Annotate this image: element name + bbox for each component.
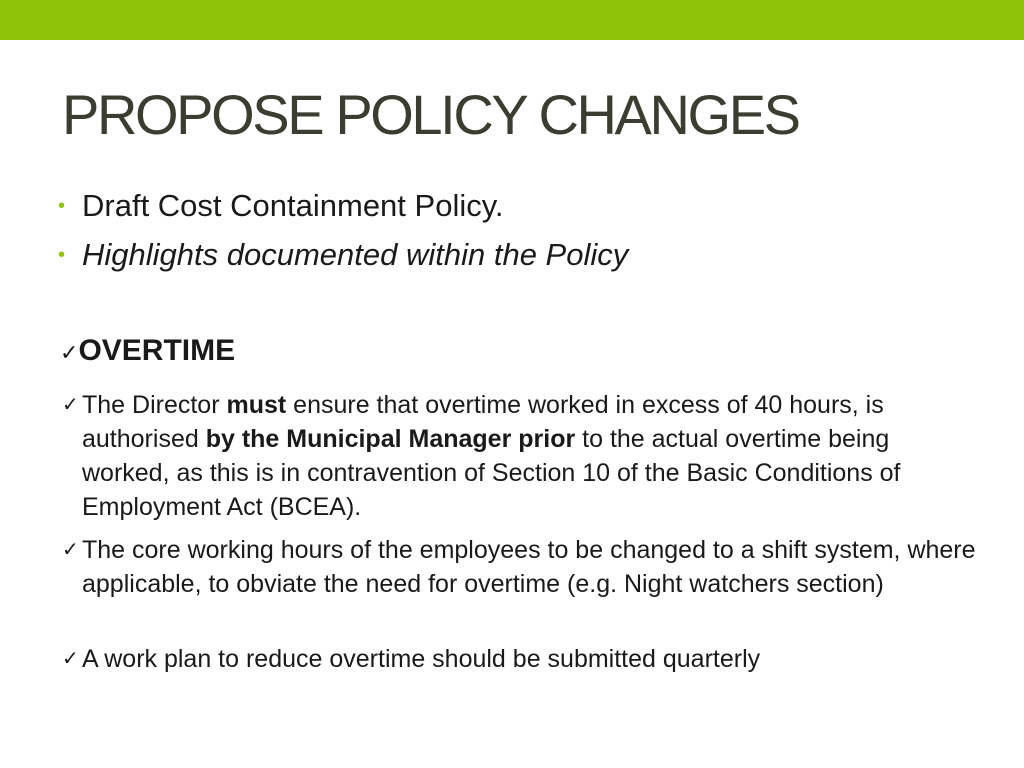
bullet-dot-icon: • [58, 244, 66, 266]
bullet-text: Draft Cost Containment Policy. [82, 188, 504, 223]
check-item: ✓ The core working hours of the employees to be changed to a shift system, where applicable, to obviate the need for overtime (e.g. Night watchers section) [82, 533, 982, 601]
check-item: ✓ A work plan to reduce overtime should be submitted quarterly [82, 642, 982, 676]
bullet-dot-icon: • [58, 195, 66, 217]
checkmark-icon: ✓ [62, 539, 79, 561]
section-heading [60, 334, 235, 368]
check-item: ✓ The Director must ensure that overtime worked in excess of 40 hours, is authorised by the Municipal Manager prior to the actual overtime being worked, as this is in contravention of Section 10 of the Basic Conditions of Employment Act (BCEA). [82, 388, 982, 524]
slide-title: PROPOSE POLICY CHANGES [62, 83, 799, 146]
bullet-item [58, 237, 628, 273]
bullet-item [58, 188, 504, 224]
checkmark-icon: ✓ [60, 340, 79, 365]
checkmark-icon: ✓ [62, 394, 79, 416]
checkmark-icon: ✓ [62, 648, 79, 670]
section-heading-text: OVERTIME [78, 334, 236, 367]
top-accent-bar [0, 0, 1024, 40]
bullet-text: Highlights documented within the Policy [82, 237, 629, 272]
